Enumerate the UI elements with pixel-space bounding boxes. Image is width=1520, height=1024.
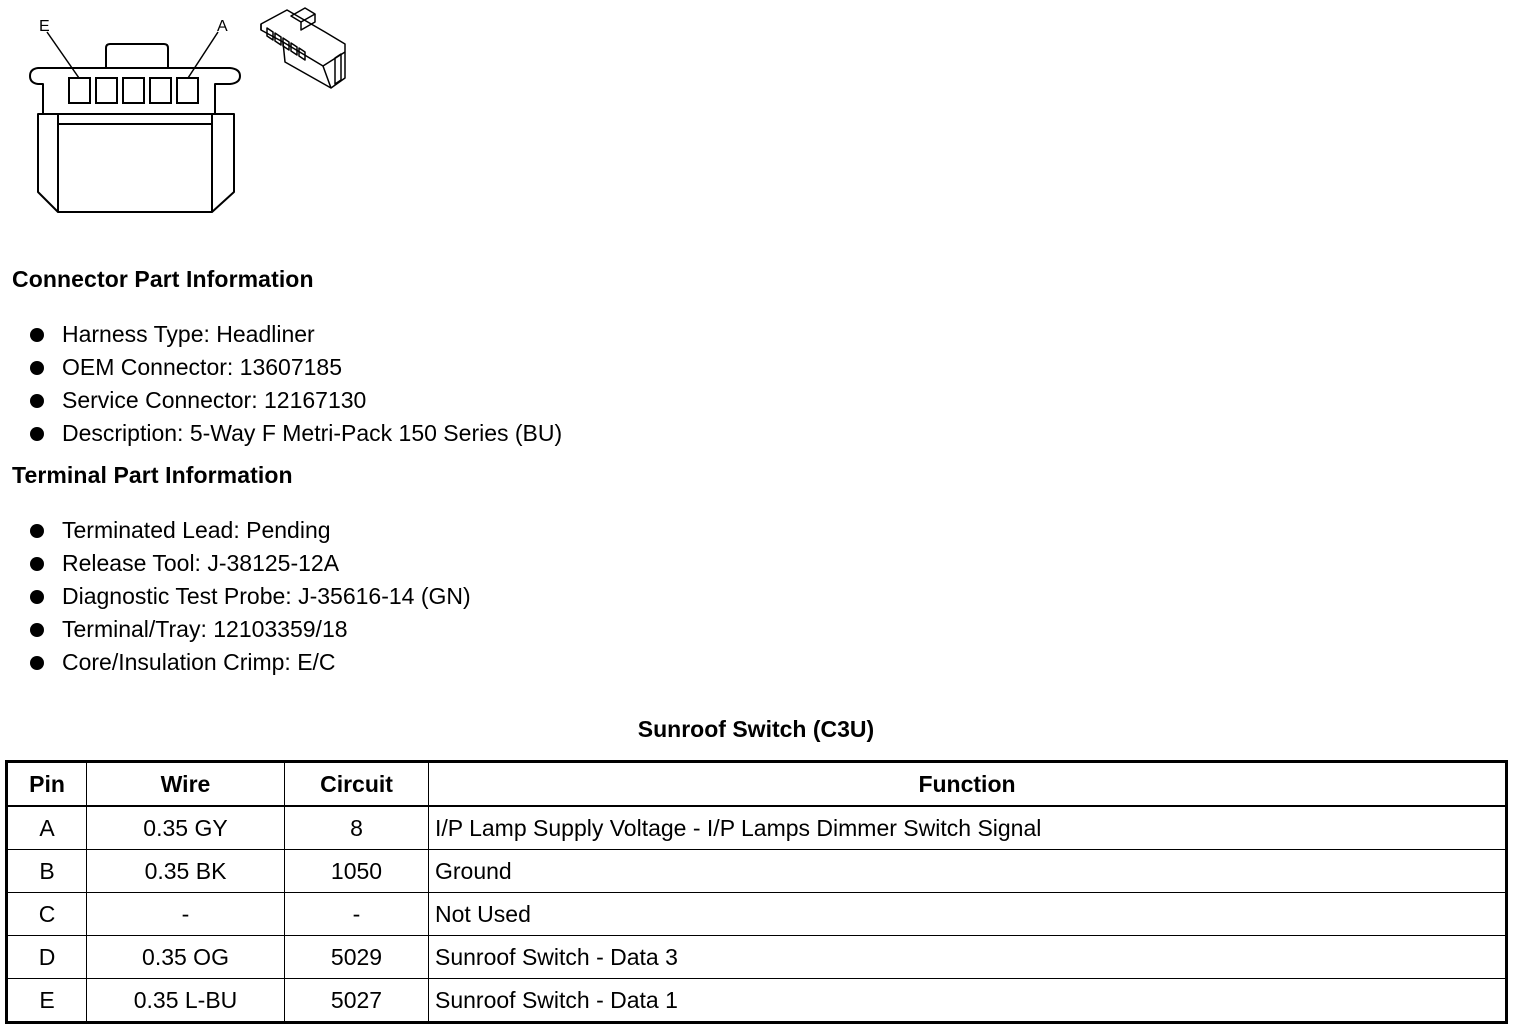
circuit-cell: - <box>285 893 429 936</box>
pin-cell: D <box>7 936 87 979</box>
connector-isometric-diagram <box>255 2 355 97</box>
pinout-table-title: Sunroof Switch (C3U) <box>637 716 875 742</box>
list-item: OEM Connector: 13607185 <box>30 351 562 384</box>
pin-cell: A <box>7 806 87 850</box>
terminal-part-information-list <box>30 514 471 679</box>
function-cell: Sunroof Switch - Data 3 <box>429 936 1507 979</box>
terminal-part-information-heading: Terminal Part Information <box>12 462 293 488</box>
table-row <box>7 893 1507 936</box>
circuit-cell: 5029 <box>285 936 429 979</box>
table-row <box>7 850 1507 893</box>
column-header-wire: Wire <box>87 762 285 807</box>
list-item: Release Tool: J-38125-12A <box>30 547 471 580</box>
cavity-label-a: A <box>217 18 228 35</box>
pin-cell: E <box>7 979 87 1023</box>
table-row <box>7 936 1507 979</box>
column-header-pin: Pin <box>7 762 87 807</box>
circuit-cell: 1050 <box>285 850 429 893</box>
wire-cell: 0.35 GY <box>87 806 285 850</box>
circuit-cell: 8 <box>285 806 429 850</box>
pin-cell: C <box>7 893 87 936</box>
list-item: Diagnostic Test Probe: J-35616-14 (GN) <box>30 580 471 613</box>
pinout-table <box>5 760 1508 1024</box>
function-cell: Ground <box>429 850 1507 893</box>
wire-cell: 0.35 L-BU <box>87 979 285 1023</box>
cavity-label-e: E <box>39 18 50 35</box>
column-header-circuit: Circuit <box>285 762 429 807</box>
terminal-cavities <box>69 78 198 103</box>
connector-part-information-list <box>30 318 562 450</box>
table-row <box>7 979 1507 1023</box>
function-cell: Not Used <box>429 893 1507 936</box>
list-item: Terminated Lead: Pending <box>30 514 471 547</box>
wire-cell: - <box>87 893 285 936</box>
wire-cell: 0.35 OG <box>87 936 285 979</box>
table-row <box>7 806 1507 850</box>
list-item: Description: 5-Way F Metri-Pack 150 Series (BU) <box>30 417 562 450</box>
column-header-function: Function <box>429 762 1507 807</box>
function-cell: I/P Lamp Supply Voltage - I/P Lamps Dimmer Switch Signal <box>429 806 1507 850</box>
pin-cell: B <box>7 850 87 893</box>
connector-face-diagram <box>20 6 250 218</box>
wire-cell: 0.35 BK <box>87 850 285 893</box>
connector-part-information-heading: Connector Part Information <box>12 266 314 292</box>
table-header-row <box>7 762 1507 807</box>
function-cell: Sunroof Switch - Data 1 <box>429 979 1507 1023</box>
list-item: Service Connector: 12167130 <box>30 384 562 417</box>
list-item: Harness Type: Headliner <box>30 318 562 351</box>
list-item: Terminal/Tray: 12103359/18 <box>30 613 471 646</box>
list-item: Core/Insulation Crimp: E/C <box>30 646 471 679</box>
circuit-cell: 5027 <box>285 979 429 1023</box>
